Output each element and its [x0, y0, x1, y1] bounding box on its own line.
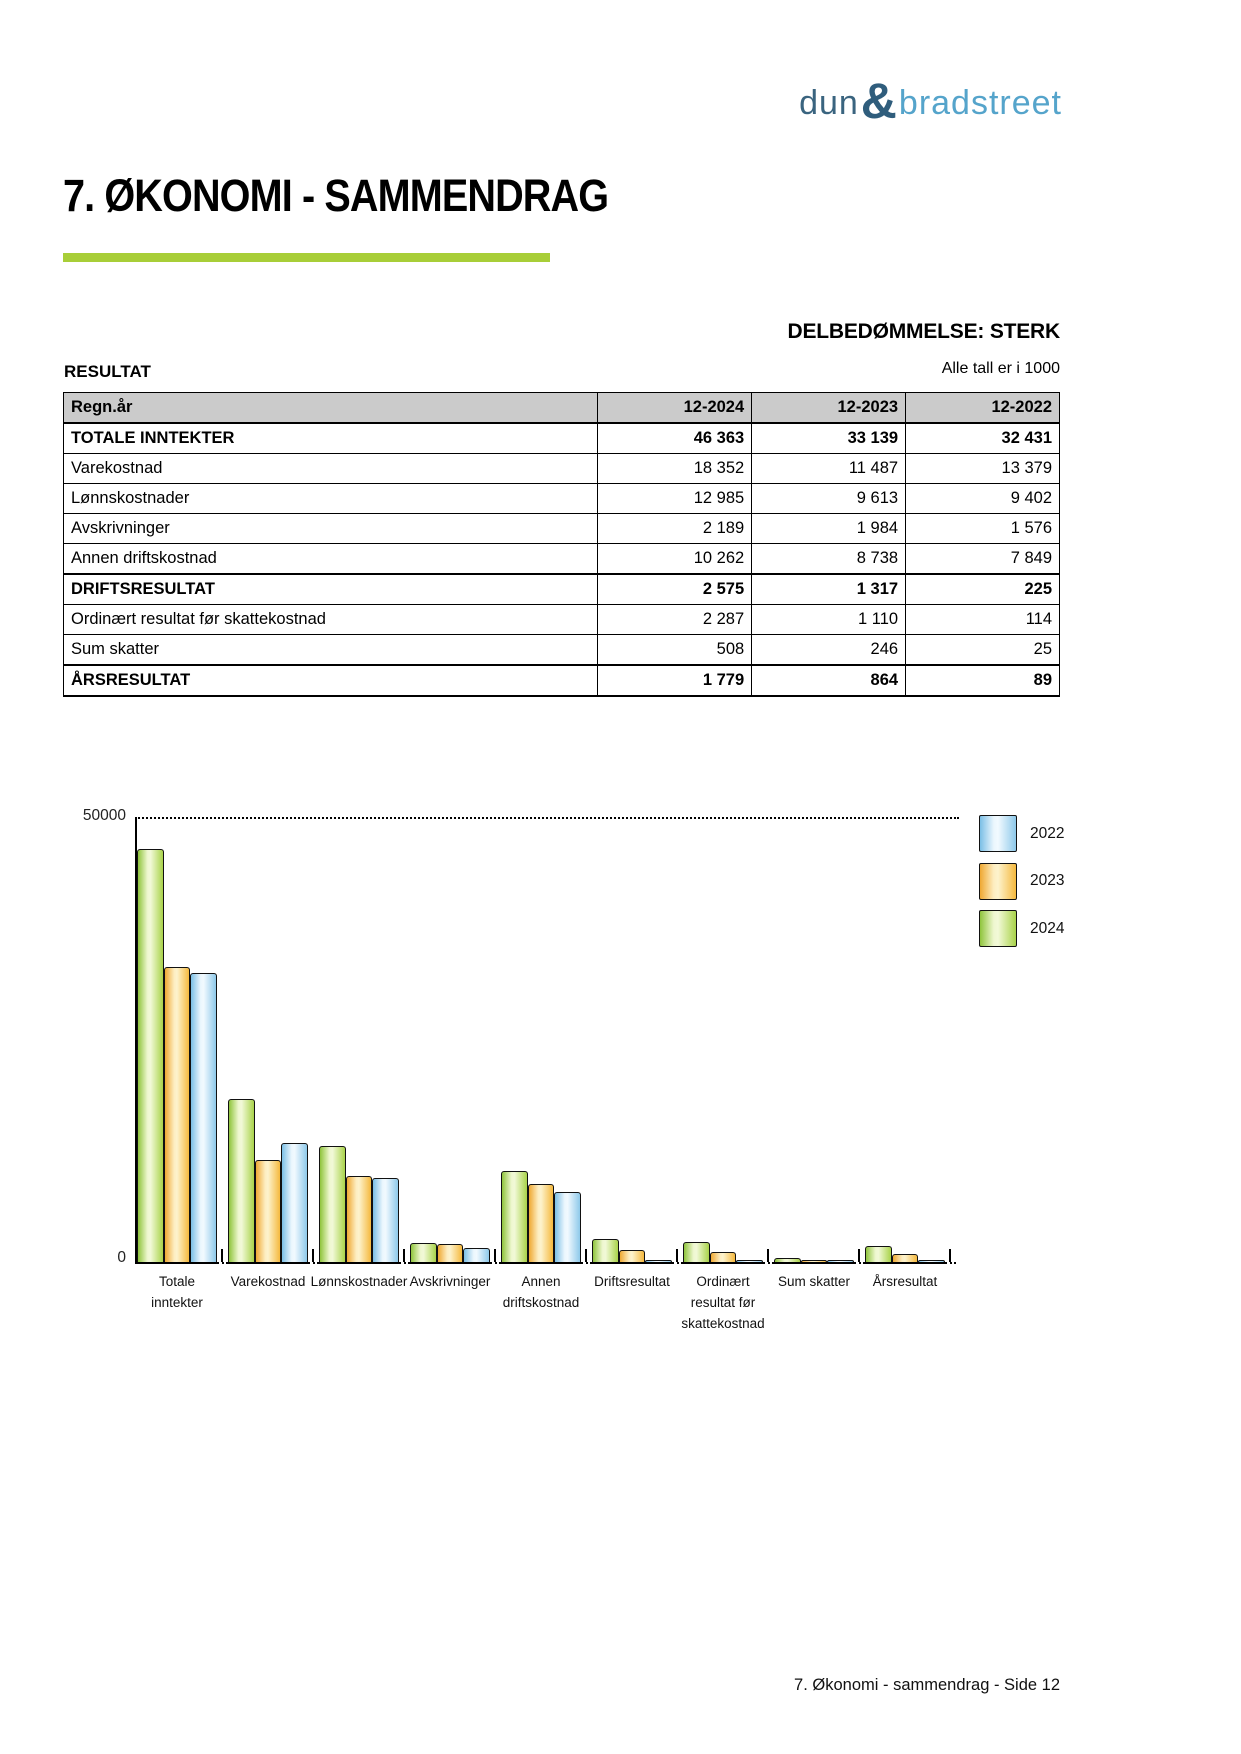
- category-label-line: Årsresultat: [872, 1274, 938, 1289]
- table-cell-value: 2 189: [598, 514, 752, 544]
- x-axis-gap: [217, 819, 228, 1264]
- bar-2023: [346, 1176, 373, 1262]
- x-axis-gap: [490, 819, 501, 1264]
- bar-2022: [736, 1260, 763, 1262]
- x-axis-gap: [672, 819, 683, 1264]
- legend-swatch-2024: [979, 910, 1017, 947]
- x-axis-gap: [308, 819, 319, 1264]
- y-axis-tick-label-50000: 50000: [82, 807, 126, 824]
- x-axis-gap: [854, 819, 865, 1264]
- table-cell-value: 12 985: [598, 484, 752, 514]
- table-cell-value: 11 487: [752, 454, 906, 484]
- assessment-heading: DELBEDØMMELSE: STERK: [787, 320, 1060, 343]
- table-cell-value: 1 779: [598, 665, 752, 696]
- bar-2022: [281, 1143, 308, 1262]
- table-cell-value: 1 576: [906, 514, 1060, 544]
- bar-2023: [710, 1252, 737, 1262]
- chart-bar-groups: [137, 819, 959, 1331]
- bar-2023: [892, 1254, 919, 1262]
- bar-2022: [372, 1178, 399, 1262]
- bar-2024: [137, 849, 164, 1262]
- bar-2023: [528, 1184, 555, 1262]
- table-row-label: Ordinært resultat før skattekostnad: [64, 605, 598, 635]
- table-cell-value: 9 613: [752, 484, 906, 514]
- x-axis-tick: [494, 1249, 496, 1262]
- x-axis-category-label: [841, 1272, 969, 1293]
- bar-group-varekostnad: [228, 819, 308, 1289]
- table-row: [64, 423, 1060, 454]
- category-label-line: Totale: [158, 1274, 196, 1289]
- x-axis-tick: [585, 1249, 587, 1262]
- category-label-line: driftskostnad: [502, 1294, 580, 1310]
- legend-label: 2024: [1030, 919, 1065, 937]
- bar-group-driftsresultat: [592, 819, 672, 1289]
- table-header-regnaar: Regn.år: [64, 393, 598, 424]
- bar-2022: [827, 1260, 854, 1262]
- category-label-line: Ordinært: [696, 1274, 750, 1289]
- legend-item-2024: [979, 910, 1064, 947]
- table-cell-value: 46 363: [598, 423, 752, 454]
- page-footer: 7. Økonomi - sammendrag - Side 12: [794, 1676, 1060, 1694]
- bar-2023: [164, 967, 191, 1262]
- bar-group-ordinrt-resultatfr-skattekostnad: [681, 819, 765, 1331]
- bar-2022: [645, 1260, 672, 1262]
- table-row: [64, 454, 1060, 484]
- x-axis-tick: [767, 1249, 769, 1262]
- category-label-line: Avskrivninger: [409, 1274, 491, 1289]
- results-table-head: [64, 393, 1060, 424]
- bar-2024: [319, 1146, 346, 1262]
- table-cell-value: 1 317: [752, 574, 906, 605]
- bar-2022: [190, 973, 217, 1262]
- legend-swatch-2023: [979, 863, 1017, 900]
- category-label-line: Varekostnad: [230, 1274, 306, 1289]
- category-label-line: Lønnskostnader: [310, 1274, 408, 1289]
- logo-text-dun: dun: [799, 84, 859, 122]
- table-cell-value: 7 849: [906, 544, 1060, 575]
- table-row: [64, 544, 1060, 575]
- table-cell-value: 9 402: [906, 484, 1060, 514]
- table-cell-value: 13 379: [906, 454, 1060, 484]
- x-axis-tick: [221, 1249, 223, 1262]
- table-row: [64, 514, 1060, 544]
- table-cell-value: 246: [752, 635, 906, 666]
- bar-group-annen-driftskostnad: [501, 819, 581, 1310]
- table-cell-value: 2 575: [598, 574, 752, 605]
- table-row-label: ÅRSRESULTAT: [64, 665, 598, 696]
- bar-2023: [437, 1244, 464, 1262]
- x-axis-gap: [399, 819, 410, 1264]
- bar-2024: [683, 1242, 710, 1262]
- bar-group-rsresultat: [865, 819, 945, 1289]
- table-cell-value: 8 738: [752, 544, 906, 575]
- bar-group-lnnskostnader: [310, 819, 408, 1289]
- table-row-label: Lønnskostnader: [64, 484, 598, 514]
- title-accent-rule: [63, 253, 550, 262]
- x-axis-tick: [949, 1249, 951, 1262]
- table-row-label: Annen driftskostnad: [64, 544, 598, 575]
- x-axis-tick: [858, 1249, 860, 1262]
- table-row: [64, 635, 1060, 666]
- bar-2024: [501, 1171, 528, 1262]
- table-cell-value: 114: [906, 605, 1060, 635]
- table-row: [64, 605, 1060, 635]
- table-cell-value: 10 262: [598, 544, 752, 575]
- table-cell-value: 33 139: [752, 423, 906, 454]
- table-header-year: 12-2024: [598, 393, 752, 424]
- bar-group-totale-inntekter: [137, 819, 217, 1310]
- table-row-label: DRIFTSRESULTAT: [64, 574, 598, 605]
- results-table-body: [64, 423, 1060, 696]
- bar-2024: [592, 1239, 619, 1262]
- legend-item-2023: [979, 863, 1064, 900]
- bar-2023: [801, 1260, 828, 1262]
- table-cell-value: 25: [906, 635, 1060, 666]
- table-cell-value: 225: [906, 574, 1060, 605]
- bar-group-avskrivninger: [409, 819, 491, 1289]
- x-axis-tick: [676, 1249, 678, 1262]
- table-cell-value: 508: [598, 635, 752, 666]
- table-row: [64, 484, 1060, 514]
- results-table-header-row: [64, 393, 1060, 424]
- table-cell-value: 1 984: [752, 514, 906, 544]
- x-axis-gap: [581, 819, 592, 1264]
- category-label-line: Sum skatter: [777, 1274, 851, 1289]
- logo-text-bradstreet: bradstreet: [898, 84, 1062, 122]
- y-axis-tick-label-0: 0: [117, 1249, 126, 1266]
- bar-2023: [255, 1160, 282, 1262]
- bar-2024: [865, 1246, 892, 1262]
- dun-and-bradstreet-logo: [799, 72, 1062, 129]
- category-label-line: Driftsresultat: [594, 1274, 670, 1289]
- table-cell-value: 32 431: [906, 423, 1060, 454]
- table-header-year: 12-2023: [752, 393, 906, 424]
- x-axis-gap: [945, 819, 956, 1264]
- table-cell-value: 18 352: [598, 454, 752, 484]
- page-title: 7. ØKONOMI - SAMMENDRAG: [63, 170, 609, 221]
- table-cell-value: 2 287: [598, 605, 752, 635]
- table-row-label: Varekostnad: [64, 454, 598, 484]
- logo-ampersand-icon: &: [860, 73, 897, 129]
- bar-2024: [410, 1243, 437, 1263]
- category-label-line: inntekter: [151, 1294, 203, 1310]
- bar-2022: [463, 1248, 490, 1262]
- legend-label: 2022: [1030, 824, 1065, 842]
- legend-item-2022: [979, 815, 1064, 852]
- chart-plot-area: [135, 817, 959, 1331]
- category-label-line: Annen: [521, 1274, 561, 1289]
- table-row: [64, 574, 1060, 605]
- table-cell-value: 1 110: [752, 605, 906, 635]
- table-cell-value: 89: [906, 665, 1060, 696]
- legend-label: 2023: [1030, 872, 1065, 889]
- table-row-label: Sum skatter: [64, 635, 598, 666]
- results-table: [63, 392, 1060, 697]
- category-label-line: skattekostnad: [681, 1315, 765, 1331]
- category-label-line: resultat før: [690, 1294, 756, 1310]
- table-row: [64, 665, 1060, 696]
- bar-2022: [554, 1192, 581, 1262]
- bar-group-sumskatter: [774, 819, 854, 1289]
- x-axis-gap: [763, 819, 774, 1264]
- table-row-label: TOTALE INNTEKTER: [64, 423, 598, 454]
- table-header-year: 12-2022: [906, 393, 1060, 424]
- x-axis-tick: [403, 1249, 405, 1262]
- table-row-label: Avskrivninger: [64, 514, 598, 544]
- legend-swatch-2022: [979, 815, 1017, 852]
- bar-2022: [918, 1260, 945, 1262]
- units-note: Alle tall er i 1000: [941, 360, 1060, 377]
- section-label-resultat: RESULTAT: [64, 362, 151, 381]
- bar-2023: [619, 1250, 646, 1262]
- bar-2024: [228, 1099, 255, 1262]
- x-axis-tick: [312, 1249, 314, 1262]
- table-cell-value: 864: [752, 665, 906, 696]
- bar-2024: [774, 1258, 801, 1263]
